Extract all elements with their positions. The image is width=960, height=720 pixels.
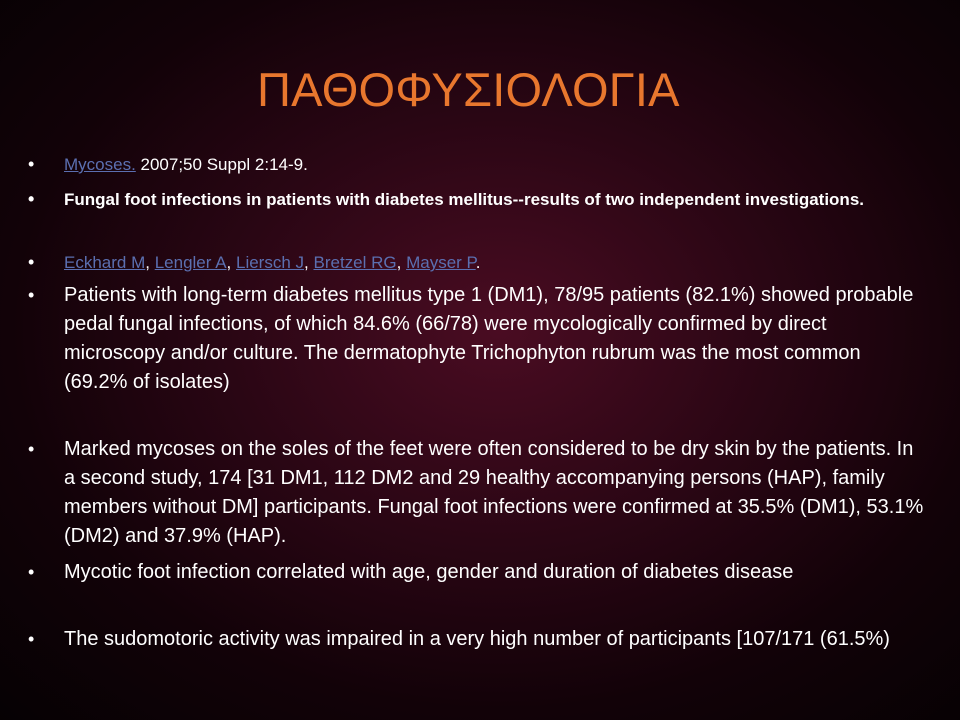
author-link[interactable]: Lengler A xyxy=(154,253,227,272)
article-title: • Fungal foot infections in patients with diabetes mellitus--results of two independent investigations. xyxy=(64,186,924,213)
author-list xyxy=(64,248,924,277)
author-link[interactable]: Bretzel RG xyxy=(313,253,397,272)
author-separator: , xyxy=(396,253,407,272)
citation-item xyxy=(64,150,924,179)
slide-title: ΠΑΘΟΦΥΣΙΟΛΟΓΙΑ xyxy=(257,63,680,116)
author-separator: , xyxy=(226,253,236,272)
finding-sudomotoric: • The sudomotoric activity was impaired in a very high number of participants [107/171 (61.5%) xyxy=(64,625,924,654)
citation-details: 2007;50 Suppl 2:14-9. xyxy=(135,155,308,174)
author-end: . xyxy=(475,253,481,272)
finding-mycoses-second-study: • Marked mycoses on the soles of the feet were often considered to be dry skin by the patients. In a second study, 174 [31 DM1, 112 DM2 and 29 healthy accompanying persons (HAP), family members without DM] participants. Fungal foot infections were confirmed at 35.5% (DM1), 53.1% (DM2) and 37.9% (HAP). xyxy=(64,435,924,551)
finding-correlation: • Mycotic foot infection correlated with age, gender and duration of diabetes disease xyxy=(64,558,924,587)
author-separator: , xyxy=(304,253,314,272)
journal-link[interactable]: Mycoses. xyxy=(64,155,136,174)
author-link[interactable]: Mayser P xyxy=(406,253,476,272)
author-separator: , xyxy=(145,253,155,272)
finding-dm1: • Patients with long-term diabetes mellitus type 1 (DM1), 78/95 patients (82.1%) showed probable pedal fungal infections, of which 84.6% (66/78) were mycologically confirmed by direct microscopy and/or culture. The dermatophyte Trichophyton rubrum was the most common (69.2% of isolates) xyxy=(64,281,924,397)
author-link[interactable]: Liersch J xyxy=(236,253,305,272)
author-link[interactable]: Eckhard M xyxy=(64,253,146,272)
